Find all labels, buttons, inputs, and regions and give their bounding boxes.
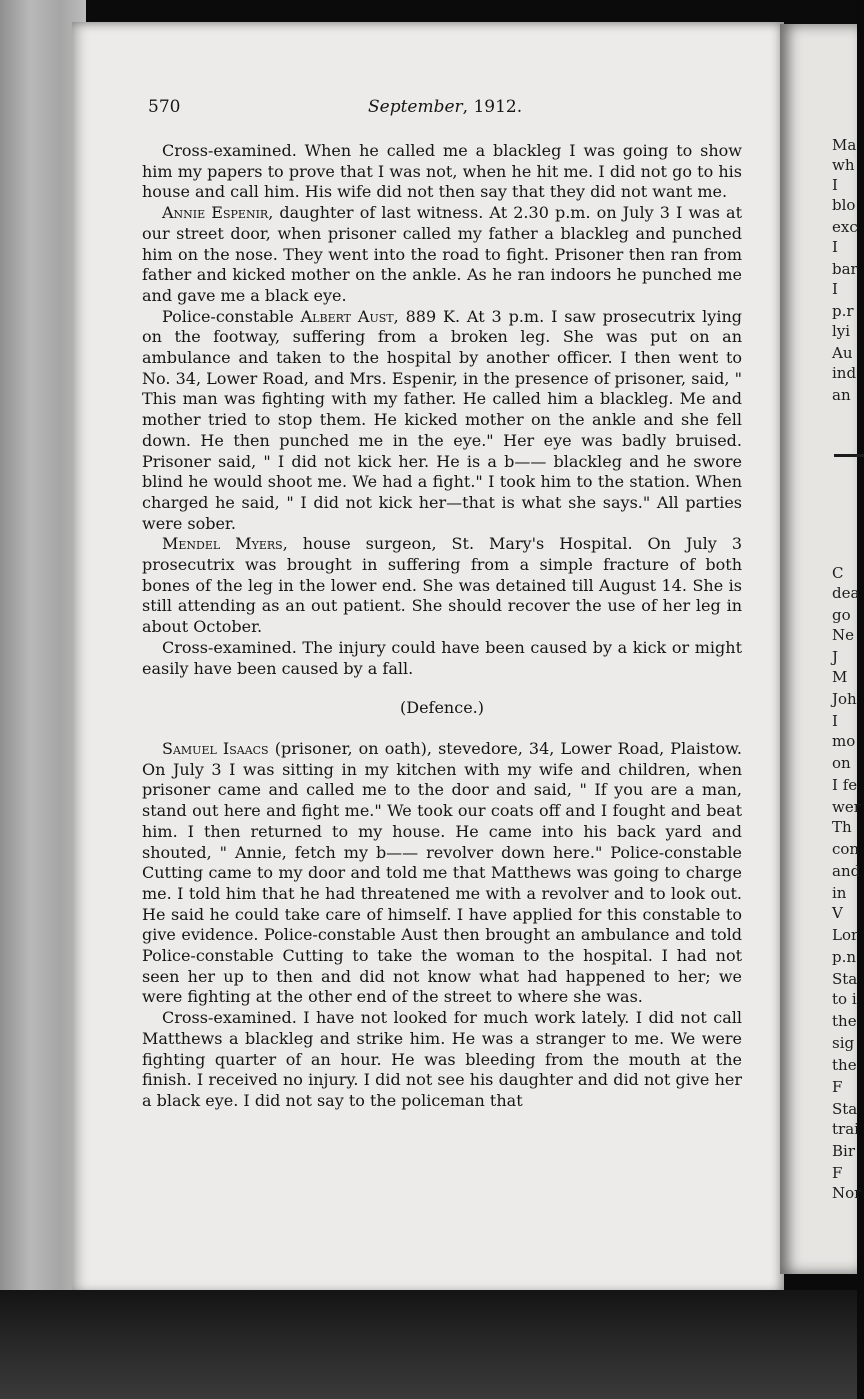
adjacent-page-text-fragment: F: [832, 1164, 843, 1182]
adjacent-page-text-fragment: go: [832, 606, 851, 624]
witness-name: Albert Aust: [300, 306, 394, 326]
adjacent-page-text-fragment: ind: [832, 364, 857, 382]
adjacent-page-text-fragment: Th: [832, 818, 852, 836]
section-heading-defence: (Defence.): [400, 698, 484, 718]
running-title: [368, 97, 522, 117]
adjacent-page-text-fragment: mo: [832, 732, 856, 750]
witness-name: Samuel Isaacs: [162, 738, 269, 758]
adjacent-page-text-fragment: I: [832, 238, 838, 256]
adjacent-page-text-fragment: I: [832, 176, 838, 194]
adjacent-page-text-fragment: blo: [832, 196, 856, 214]
adjacent-page-text-fragment: F: [832, 1078, 843, 1096]
adjacent-page-text-fragment: I: [832, 712, 838, 730]
adjacent-page-text-fragment: the: [832, 1056, 857, 1074]
adjacent-page-text-fragment: Au: [832, 344, 853, 362]
adjacent-page-text-fragment: dea: [832, 584, 860, 602]
running-title-month: September: [368, 97, 463, 117]
adjacent-page-text-fragment: wh: [832, 156, 855, 174]
witness-title: Police-constable: [162, 306, 301, 326]
page-number: 570: [148, 97, 181, 117]
adjacent-page-text-fragment: p.r: [832, 302, 854, 320]
paragraph-samuel-isaacs: [142, 739, 742, 1008]
adjacent-page-text-fragment: exc: [832, 218, 858, 236]
adjacent-page-text-fragment: Joh: [832, 690, 857, 708]
running-title-year: , 1912.: [462, 97, 523, 117]
paragraph-cross-examined-3: [142, 1008, 742, 1112]
adjacent-page-text-fragment: bar: [832, 260, 858, 278]
adjacent-page-text-fragment: Lor: [832, 926, 859, 944]
adjacent-page-text-fragment: trai: [832, 1120, 859, 1138]
adjacent-page-text-fragment: p.n: [832, 948, 857, 966]
paragraph-text: Cross-examined. When he called me a blackleg I was going to show him my papers to prove that I was not, when he hit me. I did not go to his house and call him. His wife did not then say that they did not want me.: [142, 141, 742, 202]
adjacent-page-text-fragment: Sta: [832, 970, 858, 988]
adjacent-page-text-fragment: sig: [832, 1034, 855, 1052]
witness-name: Mendel Myers: [162, 534, 283, 554]
page-header: [148, 97, 748, 123]
paragraph-annie-espenir: [142, 203, 742, 307]
adjacent-page-text-fragment: Nor: [832, 1184, 862, 1202]
paragraph-cross-examined-2: [142, 638, 742, 679]
adjacent-page-text-fragment: J: [832, 648, 839, 666]
paragraph-cross-examined-1: [142, 141, 742, 203]
paragraph-text: , daughter of last witness. At 2.30 p.m. on July 3 I was at our street door, when prisoner called my father a blackleg and punched him on the nose. They went into the road to fight. Prisoner then ran from father and kicked mother on the ankle. As he ran indoors he punched me and gave me a black eye.: [142, 203, 742, 305]
adjacent-page-text-fragment: and: [832, 862, 861, 880]
adjacent-page-rule: [834, 454, 864, 457]
adjacent-page-fragment: [780, 24, 862, 1274]
adjacent-page-text-fragment: I fe: [832, 776, 858, 794]
adjacent-page-text-fragment: I: [832, 280, 838, 298]
paragraph-text: , 889 K. At 3 p.m. I saw prosecutrix lying on the footway, suffering from a broken leg. She was put on an ambulance and taken to the hospital by another officer. I then went to No. 34, Lower Road, and Mrs. Espenir, in the presence of prisoner, said, " This man was fighting with my father. He called him a blackleg. Me and mother tried to stop them. He kicked mother on the ankle and she fell down. He then punched me in the eye." Her eye was badly bruised. Prisoner said, " I did not kick her. He is a b—— blackleg and he swore blind he would shoot me. We had a fight." I took him to the station. When charged he said, " I did not kick her—that is what she says." All parties were sober.: [142, 306, 742, 533]
adjacent-page-text-fragment: the: [832, 1012, 857, 1030]
page-body: [142, 141, 742, 1112]
adjacent-page-text-fragment: in: [832, 884, 847, 902]
paragraph-albert-aust: [142, 307, 742, 535]
adjacent-page-text-fragment: to i: [832, 990, 857, 1008]
witness-name: Annie Espenir: [162, 203, 269, 223]
paragraph-text: Cross-examined. The injury could have been caused by a kick or might easily have been caused by a fall.: [142, 637, 742, 678]
paragraph-text: (prisoner, on oath), stevedore, 34, Lower Road, Plaistow. On July 3 I was sitting in my kitchen with my wife and children, when prisoner came and called me to the door and said, " If you are a man, stand out here and fight me." We took our coats off and I fought and beat him. I then returned to my house. He came into his back yard and shouted, " Annie, fetch my b—— revolver down here." Police-constable Cutting came to my door and told me that Matthews was going to charge me. I told him that he had threatened me with a revolver and to look out. He said he could take care of himself. I have applied for this constable to give evidence. Police-constable Aust then brought an ambulance and told Police-constable Cutting to take the woman to the hospital. I had not seen her up to then and did not know what had happened to her; we were fighting at the other end of the street to where she was.: [142, 738, 742, 1007]
adjacent-page-text-fragment: con: [832, 840, 860, 858]
adjacent-page-text-fragment: C: [832, 564, 844, 582]
adjacent-page-text-fragment: wer: [832, 798, 861, 816]
adjacent-page-text-fragment: Ma: [832, 136, 857, 154]
paragraph-text: Cross-examined. I have not looked for much work lately. I did not call Matthews a blackleg and strike him. He was a stranger to me. We were fighting quarter of an hour. He was bleeding from the mouth at the finish. I received no injury. I did not see his daughter and did not give her a black eye. I did not say to the policeman that: [142, 1008, 742, 1110]
adjacent-page-text-fragment: an: [832, 386, 851, 404]
adjacent-page-text-fragment: V: [832, 904, 843, 922]
adjacent-page-text-fragment: Sta: [832, 1100, 858, 1118]
paragraph-text: , house surgeon, St. Mary's Hospital. On July 3 prosecutrix was brought in suffering from a simple fracture of both bones of the leg in the lower end. She was detained till August 14. She is still attending as an out patient. She should recover the use of her leg in about October.: [142, 534, 743, 637]
adjacent-page-text-fragment: M: [832, 668, 848, 686]
paragraph-mendel-myers: [142, 534, 742, 638]
adjacent-page-text-fragment: lyi: [832, 322, 851, 340]
adjacent-page-text-fragment: Ne: [832, 626, 855, 644]
adjacent-page-text-fragment: Bir: [832, 1142, 855, 1160]
adjacent-page-text-fragment: on: [832, 754, 851, 772]
scan-bottom-border: [0, 1290, 857, 1399]
